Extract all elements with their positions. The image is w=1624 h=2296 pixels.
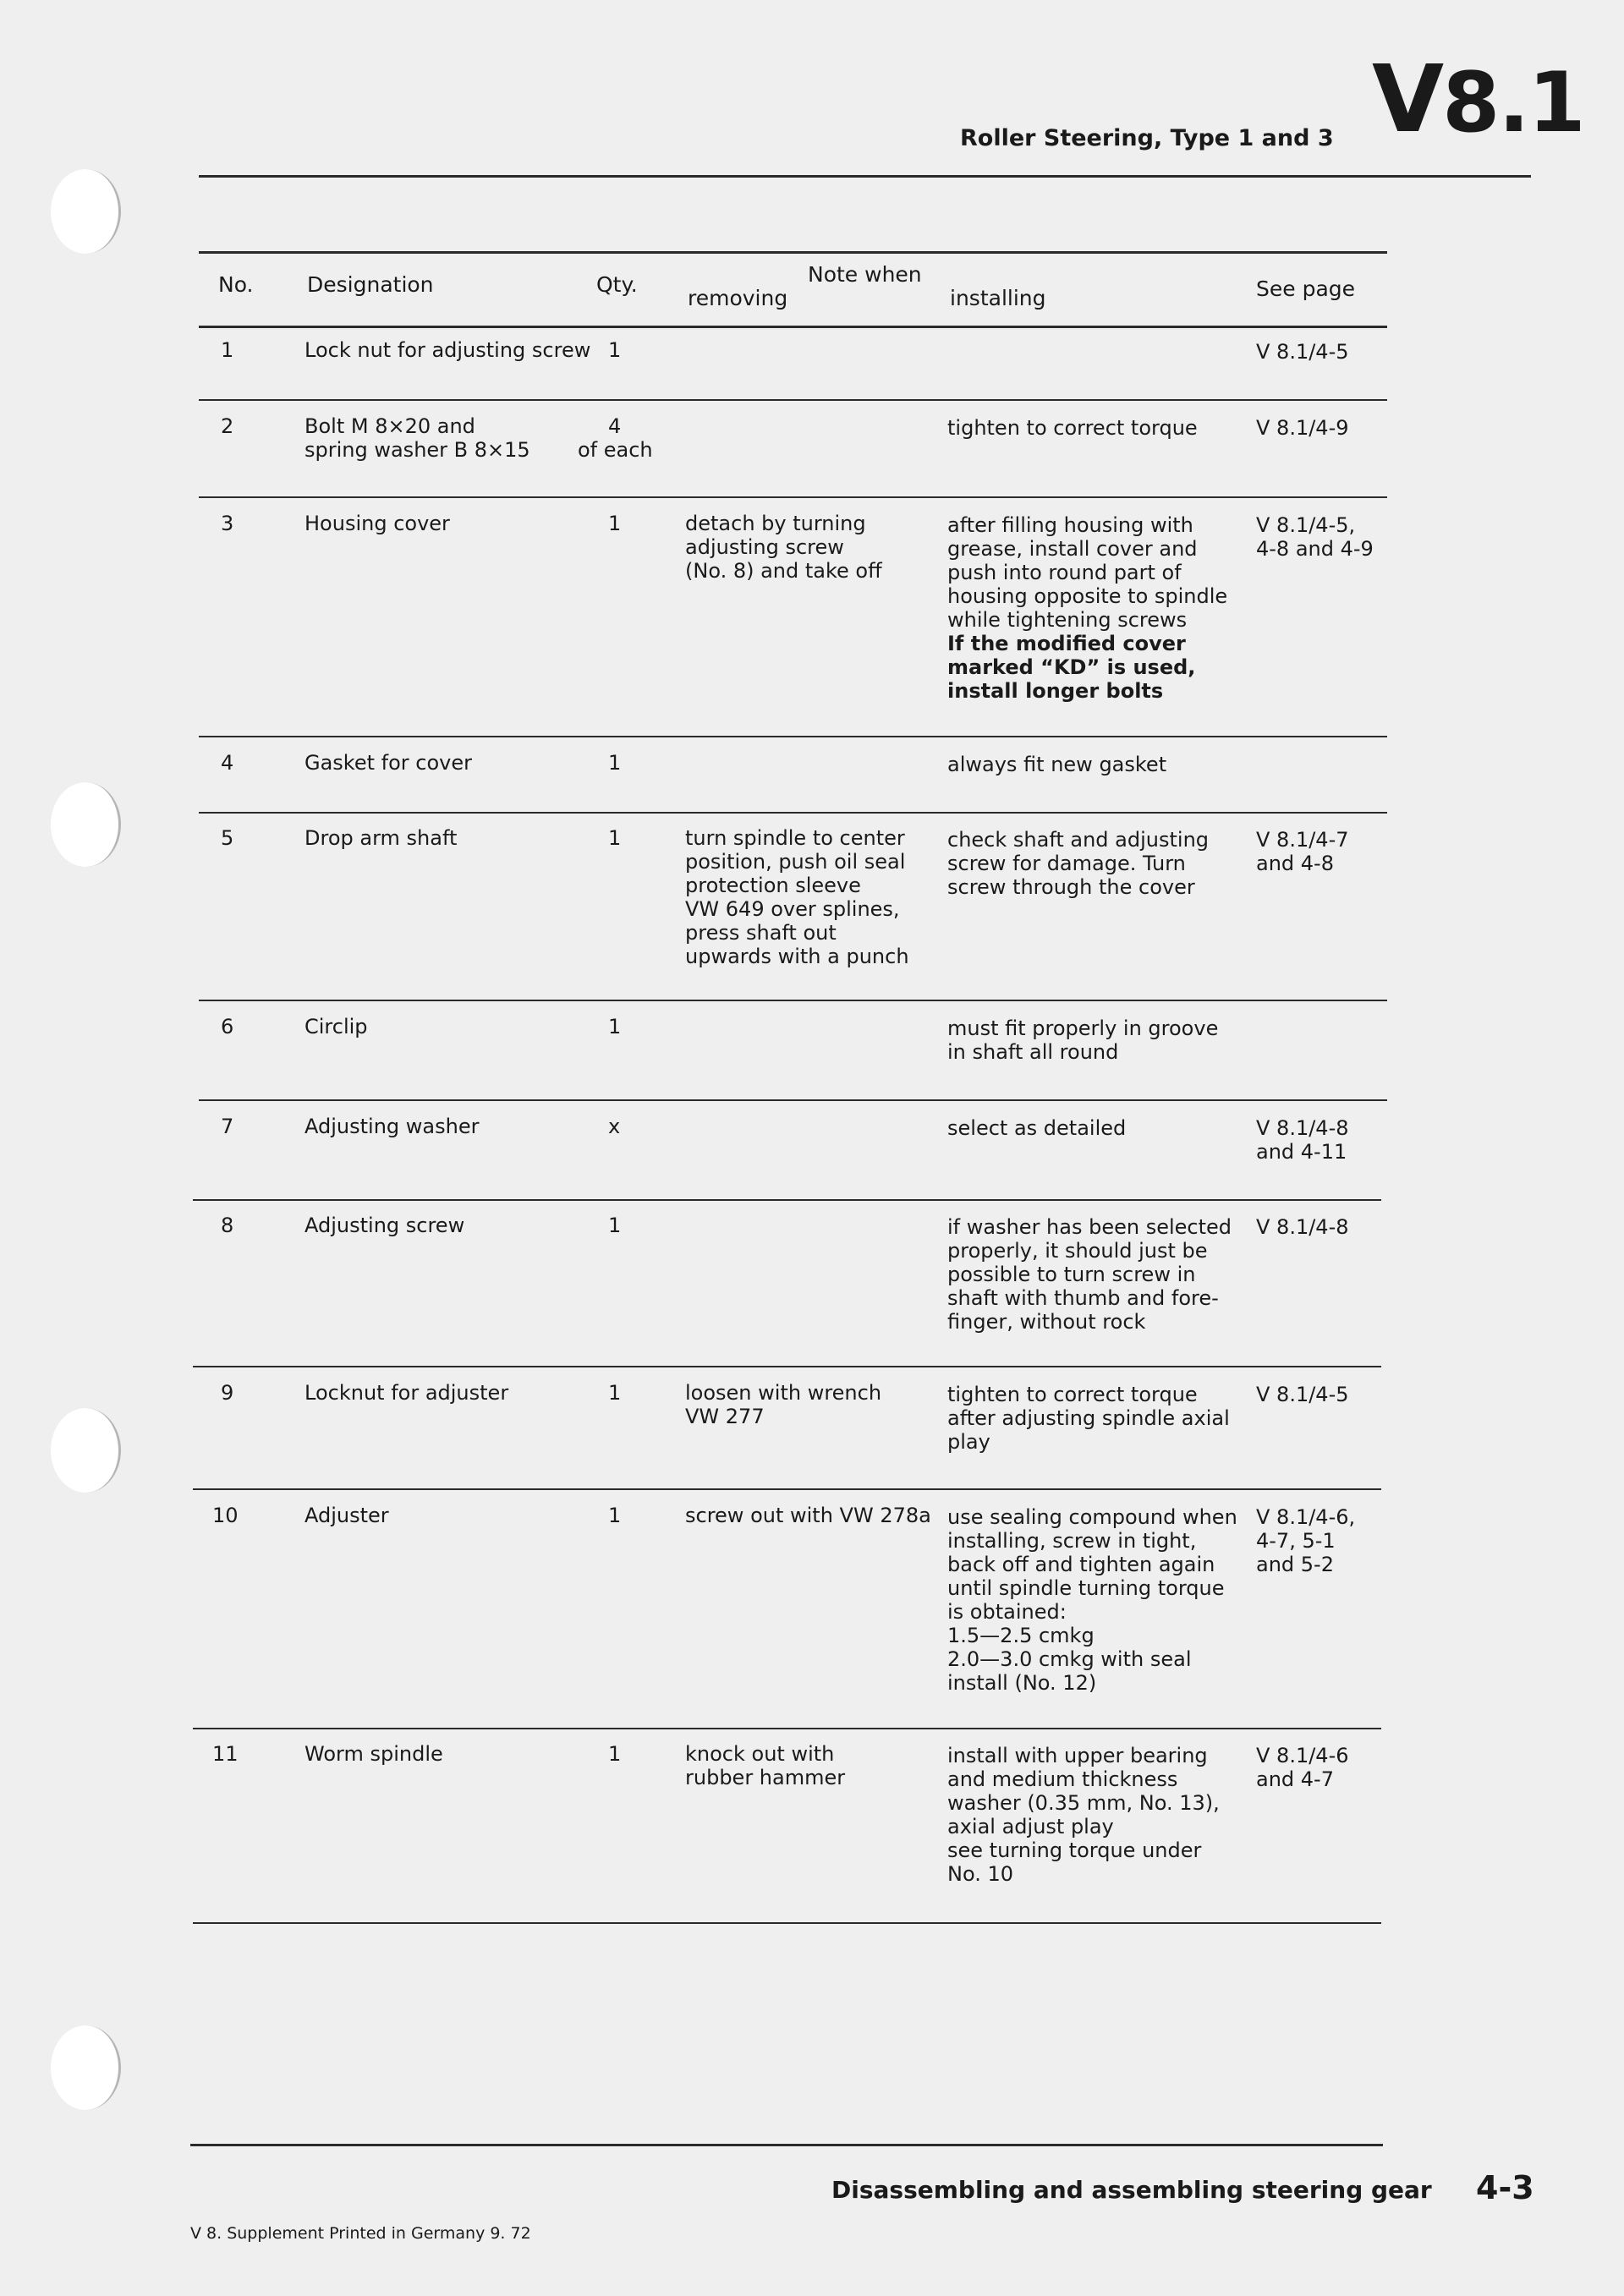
- section-code: [1372, 45, 1584, 153]
- see-page-ref: and 4-7: [1256, 1767, 1334, 1791]
- row-number: 4: [221, 751, 234, 775]
- see-page-ref: V 8.1/4-8: [1256, 1215, 1349, 1239]
- installing-note: axial adjust play: [947, 1815, 1114, 1838]
- row-separator: [193, 1922, 1381, 1924]
- installing-note: grease, install cover and: [947, 537, 1198, 561]
- installing-note: see turning torque under: [947, 1838, 1202, 1862]
- installing-note: play: [947, 1430, 990, 1454]
- installing-note: check shaft and adjusting: [947, 828, 1210, 852]
- removing-note: (No. 8) and take off: [685, 559, 882, 583]
- installing-note: 1.5—2.5 cmkg: [947, 1624, 1095, 1647]
- row-number: 6: [221, 1015, 234, 1038]
- row-number: 9: [221, 1381, 234, 1405]
- page-header-title: Roller Steering, Type 1 and 3: [960, 125, 1334, 151]
- removing-note: adjusting screw: [685, 535, 844, 559]
- designation-text: Worm spindle: [304, 1742, 443, 1766]
- installing-note: use sealing compound when: [947, 1505, 1237, 1529]
- installing-note: install (No. 12): [947, 1671, 1097, 1695]
- row-number: 3: [221, 512, 234, 535]
- removing-note: press shaft out: [685, 921, 837, 945]
- see-page-ref: V 8.1/4-8: [1256, 1116, 1349, 1140]
- removing-note: protection sleeve: [685, 874, 861, 897]
- installing-note-bold: If the modified cover: [947, 632, 1186, 655]
- see-page-ref: V 8.1/4-5: [1256, 1383, 1349, 1406]
- installing-note: select as detailed: [947, 1116, 1127, 1140]
- installing-note: screw through the cover: [947, 875, 1195, 899]
- qty-text: 4: [608, 414, 622, 438]
- designation-text: Bolt M 8×20 and: [304, 414, 475, 438]
- removing-note: screw out with VW 278a: [685, 1504, 931, 1527]
- qty-text: of each: [578, 438, 653, 462]
- see-page-ref: V 8.1/4-5: [1256, 340, 1349, 364]
- installing-note-bold: install longer bolts: [947, 679, 1164, 703]
- designation-text: Housing cover: [304, 512, 450, 535]
- qty-text: 1: [608, 512, 622, 535]
- installing-note: No. 10: [947, 1862, 1014, 1886]
- installing-note: and medium thickness: [947, 1767, 1178, 1791]
- see-page-ref: 4-7, 5-1: [1256, 1529, 1336, 1553]
- row-separator: [199, 1000, 1387, 1001]
- row-separator: [193, 1488, 1381, 1490]
- installing-note: back off and tighten again: [947, 1553, 1215, 1576]
- page-number: 4-3: [1476, 2169, 1534, 2206]
- installing-note: tighten to correct torque: [947, 1383, 1198, 1406]
- row-separator: [199, 1099, 1387, 1101]
- designation-text: Adjusting screw: [304, 1214, 465, 1237]
- row-separator: [199, 812, 1387, 814]
- see-page-ref: V 8.1/4-6: [1256, 1744, 1349, 1767]
- punch-hole: [51, 1408, 121, 1493]
- designation-text: Gasket for cover: [304, 751, 472, 775]
- see-page-ref: and 4-11: [1256, 1140, 1347, 1164]
- qty-text: 1: [608, 826, 622, 850]
- qty-text: 1: [608, 1742, 622, 1766]
- col-header-note-when: Note when: [808, 262, 922, 287]
- see-page-ref: V 8.1/4-5,: [1256, 513, 1356, 537]
- row-separator: [199, 496, 1387, 498]
- installing-note: until spindle turning torque: [947, 1576, 1225, 1600]
- installing-note: install with upper bearing: [947, 1744, 1208, 1767]
- installing-note: installing, screw in tight,: [947, 1529, 1197, 1553]
- col-header-see-page: See page: [1256, 277, 1356, 301]
- installing-note: washer (0.35 mm, No. 13),: [947, 1791, 1220, 1815]
- designation-text: Circlip: [304, 1015, 368, 1038]
- designation-text: spring washer B 8×15: [304, 438, 530, 462]
- row-separator: [193, 1366, 1381, 1367]
- table-top-rule: [199, 251, 1387, 254]
- punch-hole: [51, 2025, 121, 2110]
- installing-note: tighten to correct torque: [947, 416, 1198, 440]
- row-number: 11: [212, 1742, 239, 1766]
- see-page-ref: and 5-2: [1256, 1553, 1334, 1576]
- row-separator: [199, 736, 1387, 737]
- footer-title: Disassembling and assembling steering gear: [831, 2176, 1432, 2204]
- removing-note: position, push oil seal: [685, 850, 906, 874]
- section-prefix: V: [1372, 45, 1443, 153]
- removing-note: rubber hammer: [685, 1766, 846, 1789]
- installing-note: 2.0—3.0 cmkg with seal: [947, 1647, 1192, 1671]
- punch-hole: [51, 782, 121, 867]
- footer-rule: [190, 2144, 1383, 2146]
- installing-note: after adjusting spindle axial: [947, 1406, 1230, 1430]
- see-page-ref: and 4-8: [1256, 852, 1334, 875]
- installing-note: properly, it should just be: [947, 1239, 1208, 1263]
- removing-note: turn spindle to center: [685, 826, 905, 850]
- installing-note: push into round part of: [947, 561, 1182, 584]
- qty-text: 1: [608, 751, 622, 775]
- see-page-ref: 4-8 and 4-9: [1256, 537, 1374, 561]
- installing-note: shaft with thumb and fore-: [947, 1286, 1219, 1310]
- installing-note: always fit new gasket: [947, 753, 1167, 776]
- removing-note: loosen with wrench: [685, 1381, 882, 1405]
- row-separator: [199, 399, 1387, 401]
- qty-text: x: [608, 1115, 621, 1138]
- designation-text: Adjusting washer: [304, 1115, 480, 1138]
- col-header-designation: Designation: [307, 272, 434, 297]
- removing-note: upwards with a punch: [685, 945, 909, 968]
- section-number: 8.1: [1442, 55, 1584, 151]
- installing-note: must fit properly in groove: [947, 1016, 1219, 1040]
- qty-text: 1: [608, 338, 622, 362]
- installing-note: housing opposite to spindle: [947, 584, 1228, 608]
- installing-note: after filling housing with: [947, 513, 1193, 537]
- row-number: 2: [221, 414, 234, 438]
- designation-text: Drop arm shaft: [304, 826, 458, 850]
- row-number: 5: [221, 826, 234, 850]
- col-header-removing: removing: [688, 286, 788, 310]
- table-header-rule: [199, 326, 1387, 328]
- row-number: 8: [221, 1214, 234, 1237]
- row-separator: [193, 1728, 1381, 1729]
- designation-text: Lock nut for adjusting screw: [304, 338, 591, 362]
- row-number: 7: [221, 1115, 234, 1138]
- qty-text: 1: [608, 1015, 622, 1038]
- see-page-ref: V 8.1/4-6,: [1256, 1505, 1356, 1529]
- designation-text: Adjuster: [304, 1504, 389, 1527]
- installing-note: while tightening screws: [947, 608, 1188, 632]
- col-header-qty: Qty.: [596, 272, 638, 297]
- installing-note: possible to turn screw in: [947, 1263, 1196, 1286]
- row-number: 1: [221, 338, 234, 362]
- designation-text: Locknut for adjuster: [304, 1381, 509, 1405]
- installing-note-bold: marked “KD” is used,: [947, 655, 1196, 679]
- col-header-installing: installing: [950, 286, 1046, 310]
- see-page-ref: V 8.1/4-7: [1256, 828, 1349, 852]
- installing-note: if washer has been selected: [947, 1215, 1232, 1239]
- installing-note: is obtained:: [947, 1600, 1067, 1624]
- installing-note: in shaft all round: [947, 1040, 1119, 1064]
- qty-text: 1: [608, 1504, 622, 1527]
- removing-note: knock out with: [685, 1742, 835, 1766]
- removing-note: detach by turning: [685, 512, 866, 535]
- qty-text: 1: [608, 1381, 622, 1405]
- see-page-ref: V 8.1/4-9: [1256, 416, 1349, 440]
- removing-note: VW 277: [685, 1405, 765, 1428]
- removing-note: VW 649 over splines,: [685, 897, 900, 921]
- row-separator: [193, 1199, 1381, 1201]
- header-rule: [199, 175, 1531, 178]
- installing-note: screw for damage. Turn: [947, 852, 1186, 875]
- print-note: V 8. Supplement Printed in Germany 9. 72: [190, 2224, 531, 2243]
- row-number: 10: [212, 1504, 239, 1527]
- punch-hole: [51, 169, 121, 254]
- qty-text: 1: [608, 1214, 622, 1237]
- col-header-no: No.: [218, 272, 254, 297]
- installing-note: finger, without rock: [947, 1310, 1146, 1334]
